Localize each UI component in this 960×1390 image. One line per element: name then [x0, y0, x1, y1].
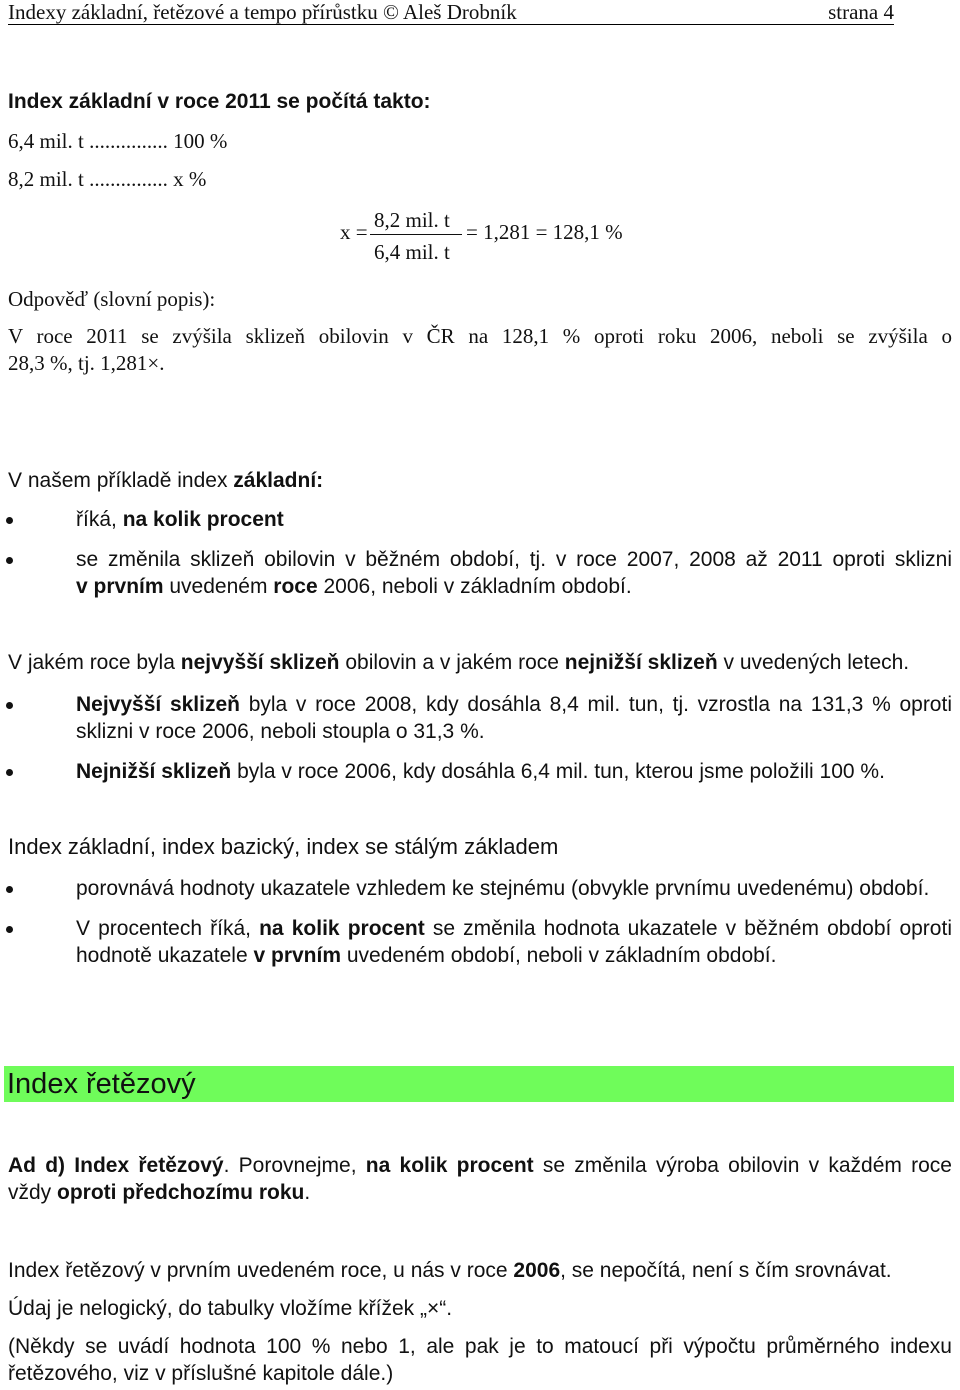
ad-d-paragraph: [8, 1152, 952, 1206]
q-bold-b: nejvyšší sklizeň: [180, 651, 340, 674]
p1-text-a: Index řetězový v prvním uvedeném roce, u nás v roce: [8, 1259, 514, 1282]
ad-l2-bold: oproti předchozímu roku: [57, 1181, 305, 1204]
numerator: 8,2 mil. t: [374, 208, 450, 232]
example-bullet-1: [36, 506, 952, 533]
def-b2-l2-bold: v prvním: [253, 944, 342, 967]
denominator: 6,4 mil. t: [374, 240, 450, 264]
header-title: Indexy základní, řetězové a tempo přírůstku © Aleš Drobník: [8, 0, 517, 24]
hi-bold: Nejvyšší sklizeň: [76, 693, 240, 716]
chain-paragraph-3: [8, 1333, 952, 1387]
extremes-question: [8, 649, 909, 676]
example-intro-text: V našem příkladě index: [8, 469, 234, 492]
b2-text-2: 2006, neboli v základním období.: [317, 575, 632, 598]
p3-line-1: (Někdy se uvádí hodnota 100 % nebo 1, ale pak je to matoucí při výpočtu průměrného indexu: [8, 1335, 952, 1358]
ad-l2-c: .: [304, 1181, 311, 1204]
b2-bold-2: roce: [273, 575, 318, 598]
ad-bold-a: Ad d) Index řetězový: [8, 1154, 224, 1177]
calc-row-1: 6,4 mil. t ............... 100 %: [8, 129, 228, 153]
ad-l2-a: vždy: [8, 1181, 58, 1204]
example-intro: [8, 467, 323, 494]
result: = 1,281 = 128,1 %: [466, 220, 623, 244]
b2-line-1: se změnila sklizeň obilovin v běžném období, tj. v roce 2007, 2008 až 2011 oproti sklizni: [76, 548, 952, 571]
bullet-dot: [6, 702, 13, 709]
bullet-dot: [6, 926, 13, 933]
def-b2-l2-a: hodnotě ukazatele: [76, 944, 254, 967]
lo-text: byla v roce 2006, kdy dosáhla 6,4 mil. tun, kterou jsme položili 100 %.: [231, 760, 885, 783]
page-number: strana 4: [828, 0, 894, 24]
banner-title: Index řetězový: [7, 1068, 196, 1100]
q-text-a: V jakém roce byla: [8, 651, 181, 674]
definition-heading: Index základní, index bazický, index se stálým základem: [8, 834, 559, 859]
ad-bold-c: na kolik procent: [365, 1154, 534, 1177]
ad-text-d: se změnila výroba obilovin v každém roce: [533, 1154, 952, 1177]
chain-paragraph-1: [8, 1257, 892, 1284]
fraction-line: [370, 234, 462, 235]
bullet-dot: [6, 769, 13, 776]
def-b2-l2-c: uvedeném období, neboli v základním období.: [341, 944, 777, 967]
hi-line-2: sklizni v roce 2006, neboli stoupla o 31,3 %.: [76, 720, 485, 743]
p3-line-2: řetězového, viz v příslušné kapitole dále.): [8, 1362, 394, 1385]
p1-bold: 2006: [513, 1259, 561, 1282]
answer-line-1: V roce 2011 se zvýšila sklizeň obilovin v ČR na 128,1 % oproti roku 2006, neboli se zvýšila o: [8, 324, 952, 348]
chain-paragraph-2: Údaj je nelogický, do tabulky vložíme křížek „×“.: [8, 1297, 453, 1320]
def-b2-a: V procentech říká,: [76, 917, 260, 940]
x-label: x =: [340, 220, 368, 244]
b1-bold: na kolik procent: [122, 508, 284, 531]
ad-text-b: . Porovnejme,: [223, 1154, 366, 1177]
def-b2-bold: na kolik procent: [259, 917, 425, 940]
b2-bold-1: v prvním: [76, 575, 164, 598]
bullet-dot: [6, 517, 13, 524]
calc-heading: Index základní v roce 2011 se počítá takto:: [8, 90, 431, 113]
q-text-e: v uvedených letech.: [717, 651, 910, 674]
lo-bold: Nejnižší sklizeň: [76, 760, 232, 783]
section-banner: [4, 1066, 954, 1102]
q-text-c: obilovin a v jakém roce: [339, 651, 565, 674]
calc-row-2: 8,2 mil. t ............... x %: [8, 167, 207, 191]
def-b2-c: se změnila hodnota ukazatele v běžném období oproti: [424, 917, 952, 940]
answer-line-2: 28,3 %, tj. 1,281×.: [8, 351, 165, 375]
page-header: [8, 0, 894, 25]
lowest-harvest-bullet: [36, 758, 952, 785]
q-bold-d: nejnižší sklizeň: [564, 651, 718, 674]
b1-text: říká,: [76, 508, 123, 531]
example-bullet-2: [36, 546, 952, 600]
hi-text: byla v roce 2008, kdy dosáhla 8,4 mil. tun, tj. vzrostla na 131,3 % oproti: [239, 693, 952, 716]
highest-harvest-bullet: [36, 691, 952, 745]
example-intro-bold: základní:: [233, 469, 324, 492]
definition-bullet-2: [36, 915, 952, 969]
bullet-dot: [6, 557, 13, 564]
answer-label: Odpověď (slovní popis):: [8, 287, 216, 311]
b2-text-1: uvedeném: [163, 575, 274, 598]
p1-text-c: , se nepočítá, není s čím srovnávat.: [560, 1259, 892, 1282]
bullet-dot: [6, 886, 13, 893]
def-b1-text: porovnává hodnoty ukazatele vzhledem ke stejnému (obvykle prvnímu uvedenému) období.: [76, 877, 930, 900]
definition-bullet-1: [36, 875, 952, 902]
